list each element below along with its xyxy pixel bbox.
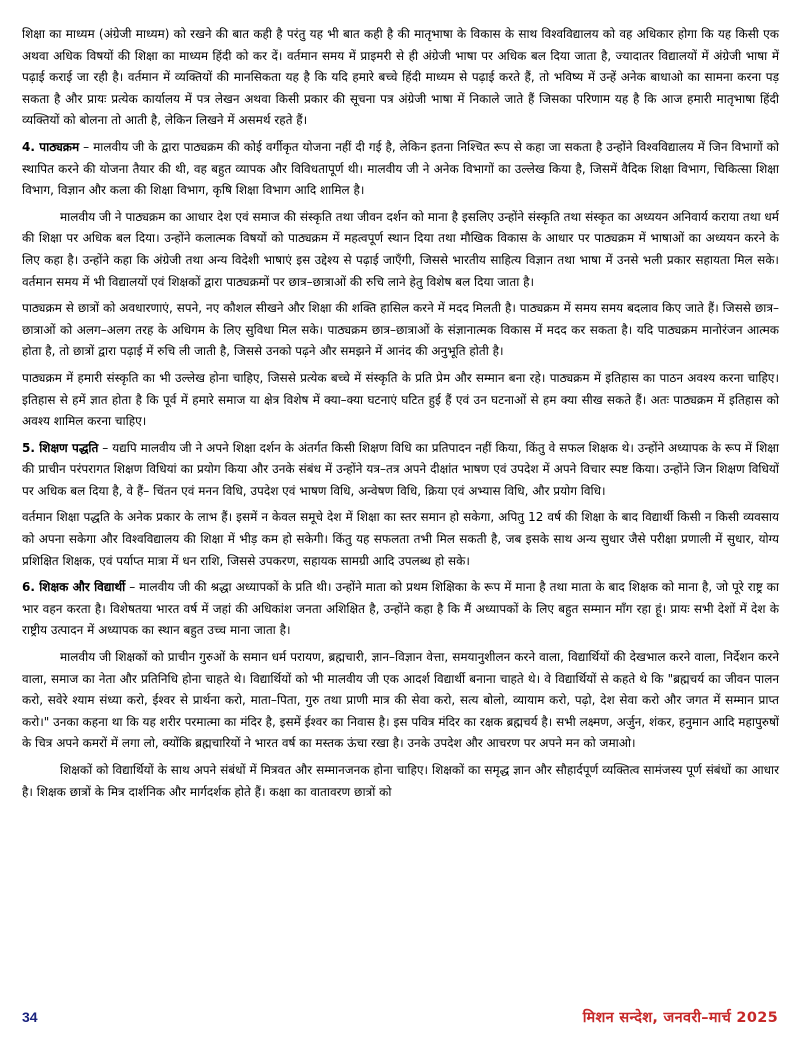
paragraph-culture-history [22,368,779,433]
paragraph-intro [22,24,779,132]
paragraph-text: शिक्षकों को विद्यार्थियों के साथ अपने संबंधों में मित्रवत और सम्मानजनक होना चाहिए। शिक्षकों का समृद्ध ज्ञान और सौहार्दपूर्ण व्यक्तित्व सामंजस्य पूर्ण संबंधों का आधार है। शिक्षक छात्रों के मित्र दार्शनिक और मार्गदर्शक होते हैं। कक्षा का वातावरण छात्रों को [22,763,779,799]
paragraph-current-education [22,507,779,572]
paragraph-text: – मालवीय जी के द्वारा पाठ्यक्रम की कोई वर्गीकृत योजना नहीं दी गई है, लेकिन इतना निश्चित रूप से कहा जा सकता है उन्होंने विश्वविद्यालय में जिन विभागों को स्थापित करने की योजना तैयार की थी, वह बहुत व्यापक और विविधतापूर्ण थी। मालवीय जी ने अनेक विभागों का उल्लेख किया है, जिसमें वैदिक शिक्षा विभाग, चिकित्सा शिक्षा विभाग, विज्ञान और कला की शिक्षा विभाग, कृषि शिक्षा विभाग आदि शामिल है। [22,139,780,198]
section-heading: 5. शिक्षण पद्धति [22,440,99,455]
section-4-curriculum [22,137,779,202]
page-footer [22,1006,778,1028]
journal-issue-title: मिशन सन्देश, जनवरी–मार्च 2025 [582,1010,778,1026]
section-heading: 4. पाठ्यक्रम [22,139,80,154]
paragraph-curriculum-benefits [22,298,779,363]
paragraph-text: मालवीय जी शिक्षकों को प्राचीन गुरुओं के समान धर्म परायण, ब्रह्मचारी, ज्ञान–विज्ञान वेत्ता, समयानुशीलन करने वाला, विद्यार्थियों की देखभाल करने वाला, निर्देशन करने वाला, समाज का नेता और प्रतिनिधि होना चाहते थे। विद्यार्थियों को भी मालवीय जी एक आदर्श विद्यार्थी बनाना चाहते थे। वे विद्यार्थियों से कहते थे कि "ब्रह्मचर्य का जीवन पालन करो, सवेरे श्याम संध्या करो, ईश्वर से प्रार्थना करो, माता–पिता, गुरु तथा प्राणी मात्र की सेवा करो, सत्य बोलो, व्यायाम करो, पढ़ो, देश सेवा करो और जगत में सम्मान प्राप्त करो।" उनका कहना था कि यह शरीर परमात्मा का मंदिर है, इसमें ईश्वर का निवास है। इस पवित्र मंदिर का रक्षक ब्रह्मचर्य है। सभी लक्ष्मण, अर्जुन, शंकर, हनुमान आदि महापुरुषों के चित्र अपने कमरों में लगा लो, क्योंकि ब्रह्मचारियों ने भारत वर्ष का मस्तक ऊंचा रखा है। उनके उपदेश और आचरण पर अपने मन को जमाओ। [22,650,779,751]
paragraph-curriculum-basis [22,207,779,293]
paragraph-text: – मालवीय जी की श्रद्धा अध्यापकों के प्रति थी। उन्होंने माता को प्रथम शिक्षिका के रूप में माना है तथा माता के बाद शिक्षक को माना है, जो पूरे राष्ट्र का भार वहन करता है। विशेषतया भारत वर्ष में जहां की अधिकांश जनता अशिक्षित है, उन्होंने कहा है कि मैं अध्यापकों के लिए बहुत सम्मान माँग रहा हूं। प्रायः सभी देशों में देश के राष्ट्रीय उत्पादन में अध्यापक का स्थान बहुत उच्च माना जाता है। [22,580,779,638]
paragraph-text: पाठ्यक्रम से छात्रों को अवधारणाएं, सपने, नए कौशल सीखने और शिक्षा की शक्ति हासिल करने में मदद मिलती है। पाठ्यक्रम में समय समय बदलाव किए जाते हैं। जिससे छात्र–छात्राओं को अलग–अलग तरह के अधिगम के लिए सुविधा मिल सके। पाठ्यक्रम छात्र–छात्राओं के संज्ञानात्मक विकास में मदद कर सकता है। यदि पाठ्यक्रम मानोरंजन आत्मक होता है, तो छात्रों द्वारा पढ़ाई में रुचि ली जाती है, जिससे उनको पढ़ने और समझने में आनंद की अनुभूति होती है। [22,301,779,359]
section-heading: 6. शिक्षक और विद्यार्थी [22,580,126,595]
paragraph-ideal-teacher [22,647,779,755]
paragraph-text: मालवीय जी ने पाठ्यक्रम का आधार देश एवं समाज की संस्कृति तथा जीवन दर्शन को माना है इसलिए उन्होंने संस्कृति तथा संस्कृत का अध्ययन अनिवार्य कराया तथा धर्म की शिक्षा पर अधिक बल दिया। उन्होंने कलात्मक विषयों को पाठ्यक्रम में महत्वपूर्ण स्थान दिया तथा मौखिक विकास के आधार पर पाठ्यक्रम में भाषाओं का अध्ययन करने के लिए कहा है। उन्होंने कहा कि अंग्रेजी तथा अन्य विदेशी भाषाएं इस उद्देश्य से पढ़ाई जाएँगी, जिससे भारतीय साहित्य विज्ञान तथा भाषा में उनसे भली प्रकार सहायता मिल सके। वर्तमान समय में भी विद्यालयों एवं शिक्षकों द्वारा पाठ्यक्रमों पर छात्र–छात्राओं की रुचि लाने हेतु विशेष बल दिया जाता है। [22,209,779,289]
page-content [22,24,779,808]
section-6-teacher-student [22,577,779,642]
page-number: 34 [22,1009,38,1025]
paragraph-text: शिक्षा का माध्यम (अंग्रेजी माध्यम) को रखने की बात कही है परंतु यह भी बात कही है की मातृभाषा के विकास के साथ विश्वविद्यालय को वह अधिकार होगा कि यह किसी एक अथवा अधिक विषयों की शिक्षा का माध्यम हिंदी को कर दें। वर्तमान समय में प्राइमरी से ही अंग्रेजी भाषा पर अधिक बल दिया जाता है, ज्यादातर विद्यालयों में अंग्रेजी भाषा में पढ़ाई कराई जा रही है। वर्तमान में व्यक्तियों की मानसिकता यह है कि यदि हमारे बच्चे हिंदी माध्यम से पढ़ाई करते हैं, तो भविष्य में उन्हें अनेक बाधाओ का सामना करना पड़ सकता है और प्रायः प्रत्येक कार्यालय में पत्र लेखन अथवा किसी प्रकार की सूचना पत्र अंग्रेजी भाषा में निकाले जाते हैं जिसका परिणाम यह है कि आज हमारी मातृभाषा हिंदी व्यक्तियों को बोलना तो आती है, लेकिन लिखने में असमर्थ रहते हैं। [22,27,779,128]
paragraph-teacher-relations [22,760,779,803]
paragraph-text: – यद्यपि मालवीय जी ने अपने शिक्षा दर्शन के अंतर्गत किसी शिक्षण विधि का प्रतिपादन नहीं किया, किंतु वे सफल शिक्षक थे। उन्होंने अध्यापक के रूप में शिक्षा की प्राचीन परंपरागत शिक्षण विधियां का प्रयोग किया और उनके संबंध में उन्होंने यत्र–तत्र अपने दीक्षांत भाषण एवं उपदेश में अपने विचार स्पष्ट किया। उन्होंने जिन शिक्षण विधियों पर अधिक बल दिया है, वे हैं– चिंतन एवं मनन विधि, उपदेश एवं भाषण विधि, अन्वेषण विधि, क्रिया एवं अभ्यास विधि, और प्रयोग विधि। [22,440,779,498]
section-5-teaching-method [22,438,779,503]
paragraph-text: वर्तमान शिक्षा पद्धति के अनेक प्रकार के लाभ हैं। इसमें न केवल समूचे देश में शिक्षा का स्तर समान हो सकेगा, अपितु 12 वर्ष की शिक्षा के बाद विद्यार्थी किसी न किसी व्यवसाय को अपना सकेगा और विश्वविद्यालय की शिक्षा में भीड़ कम हो सकेगी। किंतु यह सफलता तभी मिल सकती है, जब इसके साथ अन्य सुधार जैसे परीक्षा प्रणाली में सुधार, योग्य प्रशिक्षित शिक्षक, एवं पर्याप्त मात्रा में धन राशि, जिससे उपकरण, सहायक सामग्री आदि उपलब्ध हो सके। [22,510,779,568]
paragraph-text: पाठ्यक्रम में हमारी संस्कृति का भी उल्लेख होना चाहिए, जिससे प्रत्येक बच्चे में संस्कृति के प्रति प्रेम और सम्मान बना रहे। पाठ्यक्रम में इतिहास का पाठन अवश्य करना चाहिए। इतिहास से हमें ज्ञात होता है कि पूर्व में हमारे समाज या क्षेत्र विशेष में क्या–क्या घटनाएं घटित हुई हैं एवं उन घटनाओं से हम क्या सीख सकते हैं। अतः पाठ्यक्रम में इतिहास को अवश्य शामिल करना चाहिए। [22,370,779,429]
